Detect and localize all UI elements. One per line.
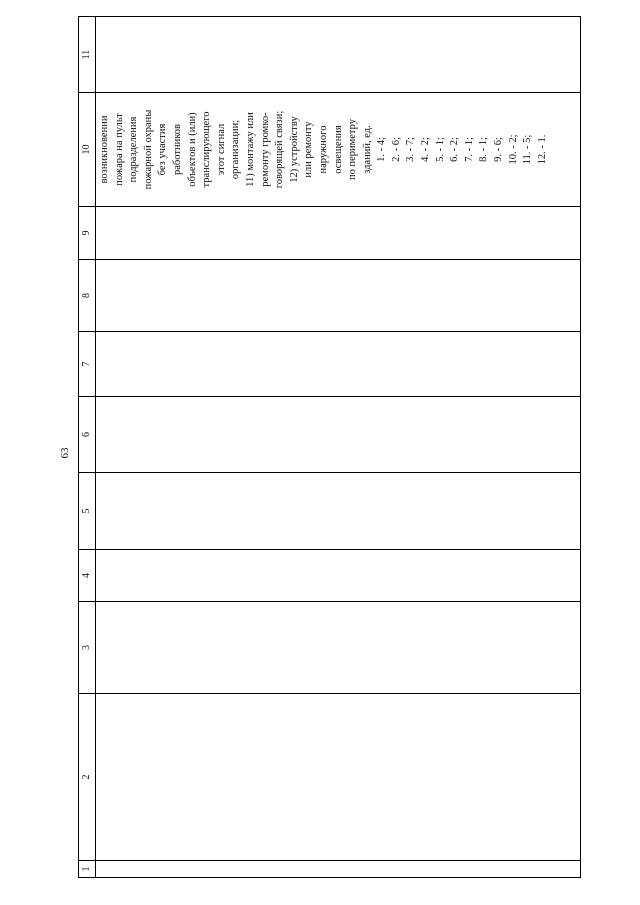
column10-line: 8. - 1; (478, 137, 490, 162)
table-cell-col2 (96, 694, 581, 861)
column10-line: 2. - 6; (390, 137, 402, 162)
column-header-1: 1 (79, 861, 96, 878)
column-header-7: 7 (79, 332, 96, 397)
table-cell-col6 (96, 397, 581, 473)
table-cell-col10 (96, 93, 581, 207)
column10-line: или ремонту (303, 121, 315, 178)
column10-line: пожарной охраны (142, 109, 154, 190)
document-table (78, 16, 581, 878)
column-header-10: 10 (79, 93, 96, 207)
column10-line: освещения (332, 125, 344, 174)
column10-line: 12) устройству (288, 116, 300, 183)
column10-line: транслирующего (201, 111, 213, 188)
column10-line: 9. - 6; (493, 137, 505, 162)
column10-line: говорящей связи; (274, 110, 286, 189)
column10-line: 1. - 4; (376, 137, 388, 162)
column10-line: зданий, ед. (361, 125, 373, 174)
table-cell-col7 (96, 332, 581, 397)
column10-line: объектов и (или) (186, 112, 198, 187)
column10-line: организации; (230, 119, 242, 180)
column-header-4: 4 (79, 550, 96, 602)
table-cell-col8 (96, 260, 581, 332)
column10-line: пожара на пульт (113, 113, 125, 186)
column-header-3: 3 (79, 602, 96, 694)
column-header-5: 5 (79, 473, 96, 550)
column-header-9: 9 (79, 207, 96, 260)
column10-line: 3. - 7; (405, 137, 417, 162)
table-cell-col9 (96, 207, 581, 260)
column10-line: 7. - 1; (463, 137, 475, 162)
rotated-document-page (58, 18, 578, 888)
column10-line: 11) монтажу или (244, 112, 256, 187)
column10-text (96, 93, 550, 206)
table-cell-col5 (96, 473, 581, 550)
column10-line: по периметру (347, 118, 359, 181)
table-cell-col4 (96, 550, 581, 602)
column-number-row (79, 17, 96, 878)
column-header-11: 11 (79, 17, 96, 93)
column10-line: 10. - 2; (507, 134, 519, 165)
column10-line: 12. - 1. (536, 134, 548, 165)
column-header-6: 6 (79, 397, 96, 473)
table-cell-col3 (96, 602, 581, 694)
column10-line: подразделения (128, 116, 140, 183)
table-cell-col11 (96, 17, 581, 93)
table-row (96, 17, 581, 878)
page-number: 63 (59, 447, 71, 459)
column10-line: 11. - 5; (522, 134, 534, 165)
table-cell-col1 (96, 861, 581, 878)
column10-line: 6. - 2; (449, 137, 461, 162)
column10-line: 4. - 2; (420, 137, 432, 162)
column10-line: без участия (157, 123, 169, 176)
column-header-2: 2 (79, 694, 96, 861)
column10-line: возникновении (99, 115, 110, 184)
column10-line: наружного (317, 125, 329, 174)
column-header-8: 8 (79, 260, 96, 332)
column10-line: 5. - 1; (434, 137, 446, 162)
column10-line: этот сигнал (215, 123, 227, 176)
column10-line: ремонту громко- (259, 112, 271, 187)
column10-line: работников (171, 124, 183, 175)
